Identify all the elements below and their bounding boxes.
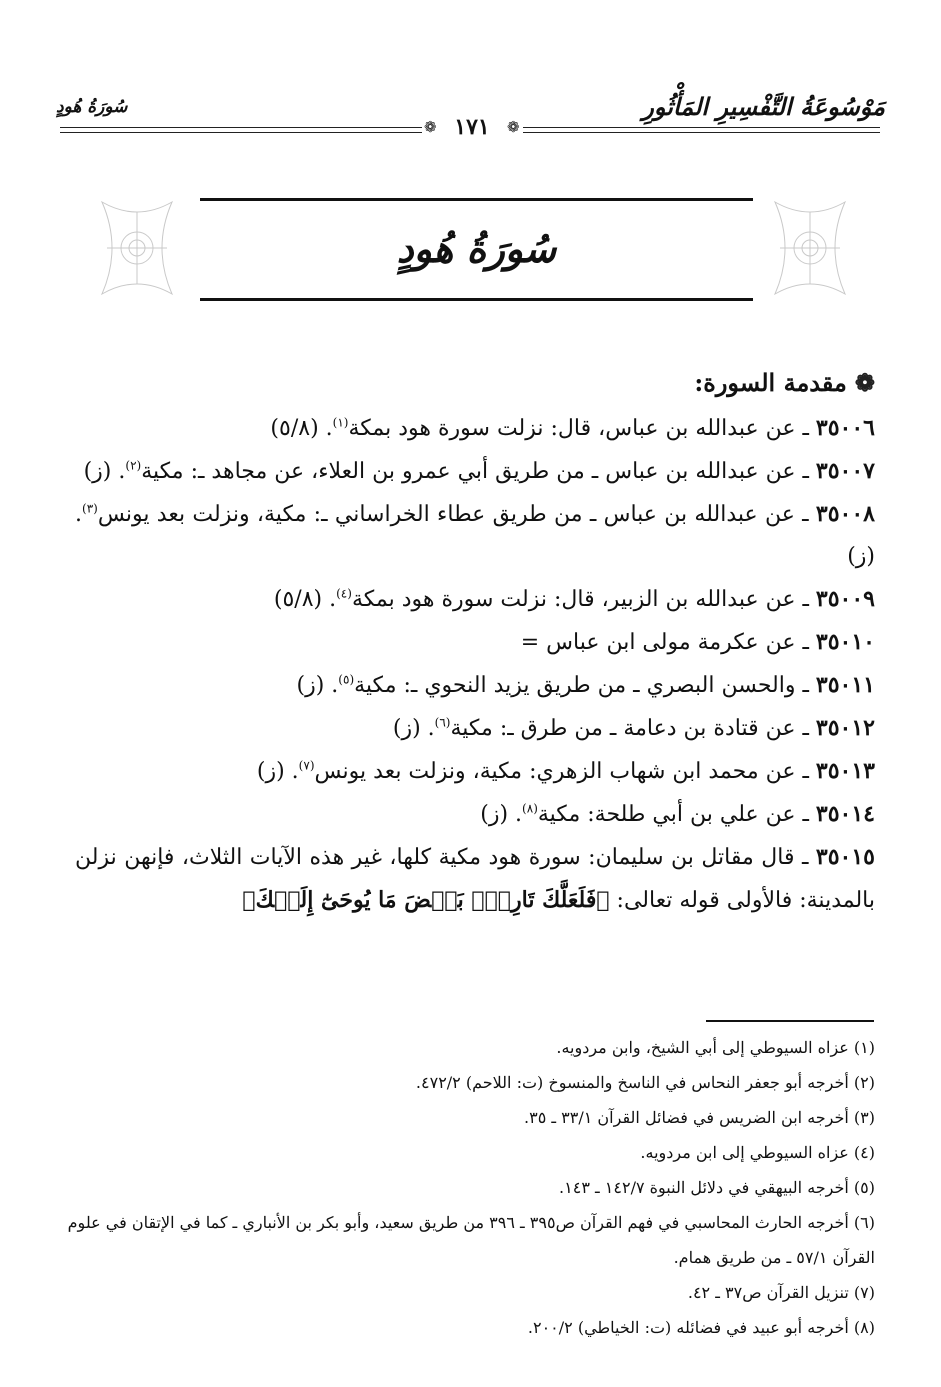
narration-number: ٣٥٠٠٧ <box>815 458 875 484</box>
ornament-icon: ❁ <box>507 118 520 136</box>
flower-bullet-icon: ❁ <box>854 368 875 397</box>
narration-number: ٣٥٠٠٦ <box>815 415 875 441</box>
section-heading: ❁مقدمة السورة: <box>694 368 875 397</box>
narration-tail: . (ز) <box>296 673 339 698</box>
header-rule-right <box>523 127 880 133</box>
narration <box>75 450 875 493</box>
footnote: (٥) أخرجه البيهقي في دلائل النبوة ١٤٢/٧ ـ ١٤٣. <box>559 1178 875 1197</box>
narration <box>75 621 875 664</box>
footnote-ref[interactable]: (٢) <box>125 458 142 473</box>
narration-number: ٣٥٠١٤ <box>815 801 875 827</box>
narration <box>75 493 875 578</box>
footnote-ref[interactable]: (٣) <box>82 501 98 516</box>
footnote: (٨) أخرجه أبو عبيد في فضائله (ت: الخياطي) ٢٠٠/٢. <box>527 1318 875 1337</box>
narration-number: ٣٥٠١٣ <box>815 758 875 784</box>
narration-text: ـ والحسن البصري ـ من طريق يزيد النحوي ـ: مكية <box>354 673 816 698</box>
footnote-separator <box>706 1020 874 1022</box>
footnote: (١) عزاه السيوطي إلى أبي الشيخ، وابن مردويه. <box>556 1038 875 1057</box>
narration-tail: . (ز) <box>392 716 435 741</box>
header-rule-left <box>60 127 422 133</box>
narration-number: ٣٥٠١٠ <box>815 629 875 655</box>
narration-number: ٣٥٠١١ <box>815 672 875 698</box>
running-header-surah: سُورَةُ هُودٍ <box>56 97 128 117</box>
footnote: (٢) أخرجه أبو جعفر النحاس في الناسخ والمنسوخ (ت: اللاحم) ٤٧٢/٢. <box>415 1073 875 1092</box>
narration <box>75 793 875 836</box>
footnote: (٤) عزاه السيوطي إلى ابن مردويه. <box>640 1143 875 1162</box>
narration-tail: . (٥/٨) <box>273 587 337 612</box>
surah-title: سُورَةُ هُودٍ <box>396 226 557 271</box>
ornament-icon: ❁ <box>424 118 437 136</box>
narration-text: ـ عن عكرمة مولى ابن عباس = <box>520 630 816 655</box>
footnote-ref[interactable]: (٦) <box>434 715 451 730</box>
footnote-ref[interactable]: (٧) <box>298 758 315 773</box>
floral-ornament-icon <box>765 192 855 304</box>
title-rule-top <box>200 198 753 201</box>
narration <box>75 407 875 450</box>
narration-text: ـ عن علي بن أبي طلحة: مكية <box>537 802 816 827</box>
narration-text: ـ عن محمد ابن شهاب الزهري: مكية، ونزلت بعد يونس <box>314 759 816 784</box>
narration-text: ـ عن قتادة بن دعامة ـ من طرق ـ: مكية <box>450 716 816 741</box>
title-rule-bottom <box>200 298 753 301</box>
narration <box>75 707 875 750</box>
narration <box>75 578 875 621</box>
main-text <box>75 365 875 922</box>
quran-verse: ﴿فَلَعَلَّكَ تَارِكُۢ بَعۡضَ مَا يُوحَىٰٓ إِلَيۡكَ﴾ <box>242 887 610 913</box>
narration-text: ـ قال مقاتل بن سليمان: سورة هود مكية كلها، غير هذه الآيات الثلاث، فإنهن نزلن بالمدينة: فالأولى قوله تعالى: <box>75 845 875 913</box>
narration-tail: . (ز) <box>480 802 523 827</box>
narration <box>75 836 875 922</box>
narration-text: ـ عن عبدالله بن الزبير، قال: نزلت سورة هود بمكة <box>351 587 816 612</box>
narration-number: ٣٥٠١٢ <box>815 715 875 741</box>
page-number: ١٧١ <box>454 114 490 140</box>
narration-tail: . (ز) <box>83 459 126 484</box>
footnote-ref[interactable]: (٨) <box>522 801 538 816</box>
narration-text: ـ عن عبدالله بن عباس ـ من طريق أبي عمرو بن العلاء، عن مجاهد ـ: مكية <box>141 459 816 484</box>
footnote-ref[interactable]: (٥) <box>338 672 355 687</box>
narration-text: ـ عن عبدالله بن عباس، قال: نزلت سورة هود بمكة <box>348 416 816 441</box>
floral-ornament-icon <box>92 192 182 304</box>
narration-tail: . (٥/٨) <box>270 416 333 441</box>
footnote-ref[interactable]: (٤) <box>336 586 352 601</box>
footnote: (٣) أخرجه ابن الضريس في فضائل القرآن ٣٣/١ ـ ٣٥. <box>524 1108 875 1127</box>
footnote-ref[interactable]: (١) <box>332 415 349 430</box>
narration-number: ٣٥٠٠٨ <box>815 501 875 527</box>
narration-text: ـ عن عبدالله بن عباس ـ من طريق عطاء الخراساني ـ: مكية، ونزلت بعد يونس <box>97 502 816 527</box>
footnote: (٧) تنزيل القرآن ص٣٧ ـ ٤٢. <box>687 1283 875 1302</box>
narration-tail: . (ز) <box>256 759 299 784</box>
narration-tail: . (ز) <box>75 502 875 569</box>
footnotes <box>66 1030 875 1345</box>
narration <box>75 664 875 707</box>
narration-number: ٣٥٠٠٩ <box>815 586 875 612</box>
footnote: (٦) أخرجه الحارث المحاسبي في فهم القرآن ص٣٩٥ ـ ٣٩٦ من طريق سعيد، وأبو بكر بن الأنباري ـ كما في الإتقان في علوم القرآن ٥٧/١ ـ من طريق همام. <box>67 1213 875 1267</box>
running-header-book-title: مَوْسُوعَةُ التَّفْسِيرِ المَأْثُورِ <box>642 92 885 121</box>
narration <box>75 750 875 793</box>
narration-number: ٣٥٠١٥ <box>815 844 875 870</box>
